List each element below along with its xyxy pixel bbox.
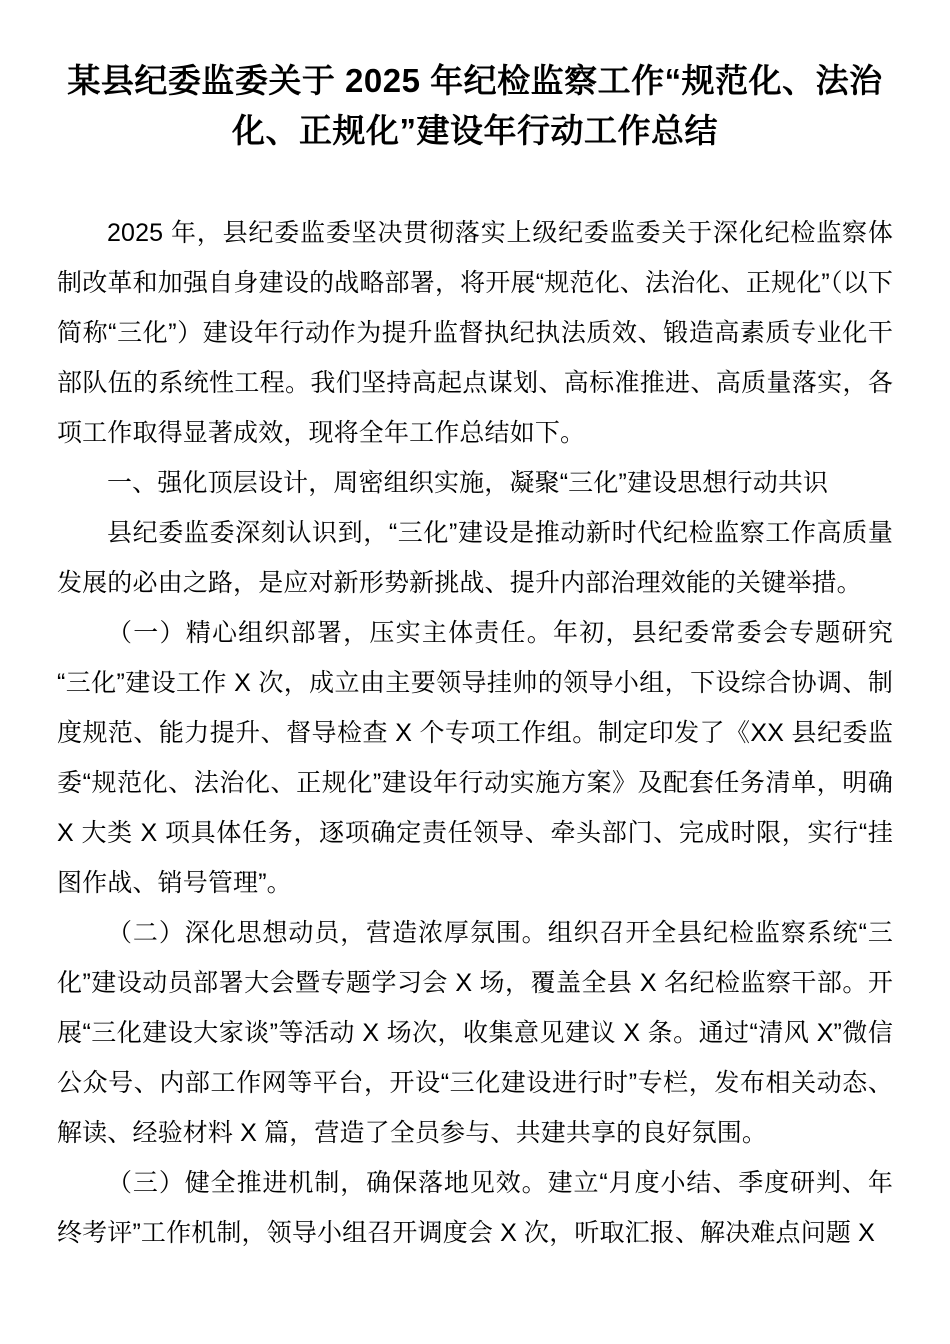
paragraph-item-3: （三）健全推进机制，确保落地见效。建立“月度小结、季度研判、年终考评”工作机制，领导小组召开调度会 X 次，听取汇报、解决难点问题 X (57, 1169, 893, 1247)
title-body-spacer (57, 156, 893, 208)
paragraph-item-2: （二）深化思想动员，营造浓厚氛围。组织召开全县纪检监察系统“三化”建设动员部署大会暨专题学习会 X 场，覆盖全县 X 名纪检监察干部。开展“三化建设大家谈”等活动 X 场次，收集意见建议 X 条。通过“清风 X”微信公众号、内部工作网等平台，开设“三化建设进行时”专栏，发布相关动态、解读、经验材料 X 篇，营造了全员参与、共建共享的良好氛围。 (57, 919, 893, 1147)
paragraph-item-1: （一）精心组织部署，压实主体责任。年初，县纪委常委会专题研究“三化”建设工作 X 次，成立由主要领导挂帅的领导小组，下设综合协调、制度规范、能力提升、督导检查 X 个专项工作组。制定印发了《XX 县纪委监委“规范化、法治化、正规化”建设年行动实施方案》及配套任务清单，明确 X 大类 X 项具体任务，逐项确定责任领导、牵头部门、完成时限，实行“挂图作战、销号管理”。 (57, 619, 893, 897)
page-title: 某县纪委监委关于 2025 年纪检监察工作“规范化、法治化、正规化”建设年行动工作总结 (67, 62, 883, 149)
paragraph-intro: 2025 年，县纪委监委坚决贯彻落实上级纪委监委关于深化纪检监察体制改革和加强自身建设的战略部署，将开展“规范化、法治化、正规化”（以下简称“三化”）建设年行动作为提升监督执纪执法质效、锻造高素质专业化干部队伍的系统性工程。我们坚持高起点谋划、高标准推进、高质量落实，各项工作取得显著成效，现将全年工作总结如下。 (57, 219, 893, 447)
document-body (57, 0, 893, 1258)
paragraph-section-1-lead: 县纪委监委深刻认识到，“三化”建设是推动新时代纪检监察工作高质量发展的必由之路，是应对新形势新挑战、提升内部治理效能的关键举措。 (57, 519, 893, 597)
section-heading-1: 一、强化顶层设计，周密组织实施，凝聚“三化”建设思想行动共识 (107, 469, 829, 497)
